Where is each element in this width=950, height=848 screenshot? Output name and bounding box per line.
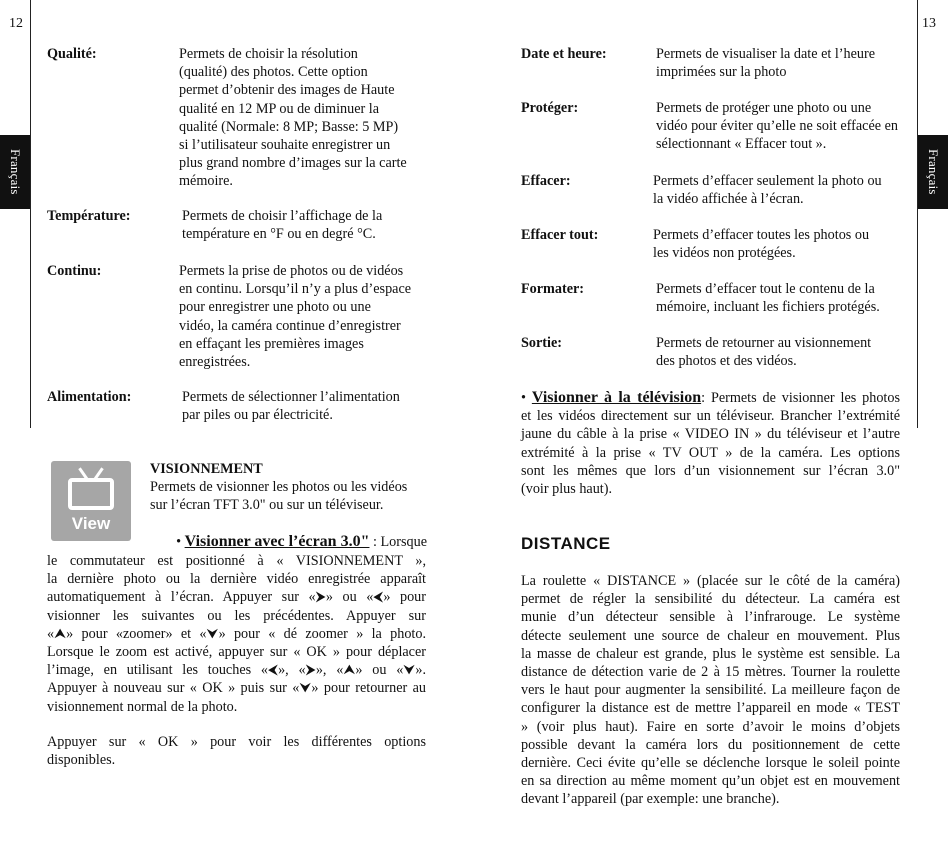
def-line: plus grand nombre d’images sur la carte: [179, 155, 407, 172]
bullet: •: [176, 534, 185, 550]
intro-line: Permets de visionner les photos ou les vidéos: [150, 479, 408, 495]
paragraph-line: Lorsque le zoom est activé, appuyer sur « OK » pour déplacer: [47, 644, 426, 661]
def-line: vidéo, la caméra continue d’enregistrer: [179, 317, 401, 334]
def-line: Permets de protéger une photo ou une: [656, 100, 872, 116]
paragraph-line: «⮝» pour «zoomer» et «⮟» pour « dé zoomer » la photo.: [47, 625, 426, 642]
def-line: température en °F ou en degré °C.: [182, 226, 376, 243]
paragraph-line: visionner les suivantes ou les précédentes. Appuyer sur: [47, 607, 426, 624]
paragraph-line: visionnement normal de la photo.: [47, 698, 238, 715]
def-line: vidéo pour éviter qu’elle ne soit effacée en: [656, 118, 898, 135]
def-line: les vidéos non protégées.: [653, 245, 796, 262]
def-description: [182, 207, 442, 243]
language-tab-left-label: Français: [8, 149, 23, 195]
paragraph-line: possible devant la caméra lors du positionnement de cette: [521, 736, 900, 753]
paragraph-line: distance de détection varie de 2 à 15 mètres. Tourner la roulette: [521, 664, 900, 681]
def-line: des photos et des vidéos.: [656, 353, 797, 370]
def-term: Protéger:: [521, 100, 579, 116]
bullet: •: [521, 390, 532, 406]
heading-line-rest: : Permets de visionner les photos: [701, 390, 900, 406]
def-term: Effacer:: [521, 173, 571, 189]
subheading-tv: Visionner à la télévision: [531, 389, 702, 406]
def-line: mémoire.: [179, 173, 233, 190]
distance-paragraph: [521, 572, 900, 809]
tv-screen-icon: [68, 478, 114, 510]
def-line: Permets de choisir la résolution: [179, 46, 358, 62]
language-tab-left: [0, 135, 30, 209]
tv-view-icon: [51, 461, 131, 541]
def-line: (qualité) des photos. Cette option: [179, 64, 368, 81]
def-term: Continu:: [47, 263, 102, 279]
paragraph-line: La roulette « DISTANCE » (placée sur le côté de la caméra): [521, 573, 900, 589]
icon-label: View: [71, 514, 111, 533]
def-line: Permets de choisir l’affichage de la: [182, 208, 383, 224]
paragraph-line: et les vidéos directement sur un téléviseur. Brancher l’extrémité: [521, 408, 900, 425]
def-description: [656, 99, 906, 154]
paragraph-line: disponibles.: [47, 752, 116, 769]
paragraph-line: Appuyer sur « OK » pour voir les différentes options: [47, 734, 426, 750]
def-line: la vidéo affichée à l’écran.: [653, 191, 804, 208]
def-term: Température:: [47, 208, 131, 224]
def-line: en effaçant les premières images: [179, 335, 364, 352]
def-line: Permets d’effacer tout le contenu de la: [656, 281, 875, 297]
def-line: imprimées sur la photo: [656, 64, 787, 81]
paragraph-line: permet de régler la sensibilité du détecteur. La caméra est: [521, 591, 900, 608]
def-term: Formater:: [521, 281, 585, 297]
def-line: si l’utilisateur souhaite enregistrer un: [179, 137, 391, 154]
paragraph-line: la masse de chaleur est grande, plus le système est sensible. La: [521, 645, 900, 662]
def-line: qualité (Normale: 8 MP; Basse: 5 MP): [179, 118, 399, 135]
paragraph-line: Appuyer à nouveau sur « OK » puis sur «⮟» pour retourner au: [47, 680, 426, 697]
paragraph-line: l’image, en utilisant les touches «⮜», «⮞», «⮝» ou «⮟».: [47, 662, 426, 679]
paragraph-line: jaune du câble à la prise « VIDEO IN » du téléviseur et l’autre: [521, 426, 900, 443]
language-tab-right: [918, 135, 948, 209]
def-line: Permets d’effacer seulement la photo ou: [653, 173, 882, 189]
def-line: en continu. Lorsqu’il n’y a plus d’espace: [179, 281, 412, 298]
def-line: mémoire, incluant les fichiers protégés.: [656, 299, 880, 316]
paragraph-line: dernière. Ceci évite qu’elle se déclenche lorsque le soleil pointe: [521, 755, 900, 772]
right-margin-rule: [917, 0, 918, 428]
def-line: qualité en 12 MP ou de diminuer la: [179, 100, 380, 117]
def-line: Permets de visualiser la date et l’heure: [656, 46, 876, 62]
def-term: Date et heure:: [521, 46, 607, 62]
def-line: Permets la prise de photos ou de vidéos: [179, 263, 404, 279]
paragraph-line: configurer la distance est de mettre l’appareil en mode « TEST: [521, 700, 900, 717]
def-description: [656, 45, 906, 81]
def-line: sélectionnant « Effacer tout ».: [656, 136, 827, 153]
paragraph-line: détecte seulement une source de chaleur en mouvement. Plus: [521, 627, 900, 644]
def-term: Effacer tout:: [521, 227, 599, 243]
page-number-left: 12: [9, 16, 23, 31]
def-line: permet d’obtenir des images de Haute: [179, 82, 395, 99]
def-description: [653, 172, 903, 208]
tv-paragraph: [521, 389, 900, 498]
paragraph-line: la dernière photo ou la dernière vidéo enregistrée apparaît: [47, 571, 426, 588]
def-term: Alimentation:: [47, 389, 132, 405]
screen-paragraph: [47, 552, 426, 716]
paragraph-line: le commutateur est positionné à « VISIONNEMENT »,: [47, 553, 426, 569]
section-title-visionnement: VISIONNEMENT: [150, 461, 263, 477]
language-tab-right-label: Français: [926, 149, 941, 195]
paragraph-line: en sa direction au même moment qu’un objet est en mouvement: [521, 773, 900, 790]
def-description: [656, 334, 906, 370]
def-term: Qualité:: [47, 46, 97, 62]
paragraph-line: devant l’appareil (par exemple: une branche).: [521, 791, 780, 808]
paragraph-line: » (voir plus haut). Faire en sorte d’avoir le moins d’objets: [521, 718, 900, 735]
paragraph-line: automatiquement à l’écran. Appuyer sur «⮞» ou «⮜» pour: [47, 589, 426, 606]
def-term: Sortie:: [521, 335, 562, 351]
subheading-screen: Visionner avec l’écran 3.0": [184, 533, 370, 550]
def-line: pour enregistrer une photo ou une: [179, 299, 371, 316]
paragraph-line: extrémité à la prise « TV OUT » de la caméra. Les options: [521, 444, 900, 461]
def-line: Permets d’effacer toutes les photos ou: [653, 227, 870, 243]
def-line: Permets de retourner au visionnement: [656, 335, 872, 351]
def-line: par piles ou par électricité.: [182, 407, 333, 424]
def-description: [179, 45, 439, 191]
tv-heading-line: [521, 389, 900, 407]
paragraph-line: vers le haut pour augmenter la sensibilité. La meilleure façon de: [521, 682, 900, 699]
def-line: enregistrées.: [179, 354, 251, 371]
paragraph-line: sont les mêmes que lors d’un visionnement sur l’écran 3.0": [521, 462, 900, 479]
def-description: [182, 388, 442, 424]
heading-line-rest: : Lorsque: [369, 534, 427, 550]
section-intro: [150, 478, 430, 514]
screen-heading-line: [149, 533, 427, 551]
intro-line: sur l’écran TFT 3.0" ou sur un téléviseur.: [150, 497, 384, 514]
def-line: Permets de sélectionner l’alimentation: [182, 389, 400, 405]
def-description: [653, 226, 903, 262]
section-title-distance: DISTANCE: [521, 534, 611, 553]
def-description: [656, 280, 906, 316]
paragraph-line: (voir plus haut).: [521, 481, 613, 498]
left-margin-rule: [30, 0, 31, 428]
paragraph-line: munie d’un détecteur sensible à l’infrarouge. Le système: [521, 609, 900, 626]
options-paragraph: [47, 733, 426, 769]
def-description: [179, 262, 439, 371]
page-number-right: 13: [922, 16, 936, 31]
